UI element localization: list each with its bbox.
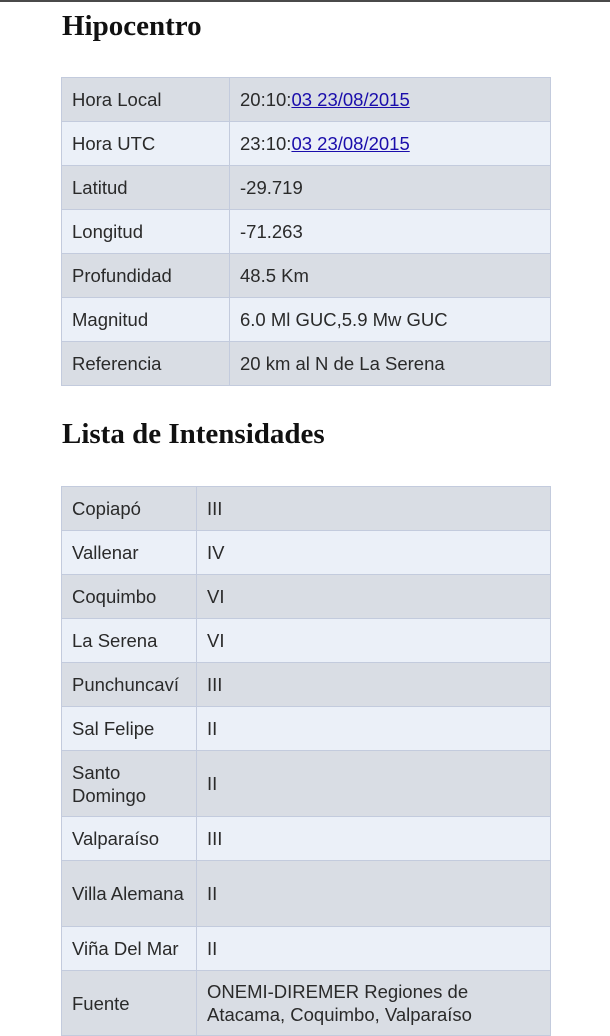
table-row [62,210,551,254]
city-label: Viña Del Mar [62,927,197,971]
table-row [62,298,551,342]
date-link-utc[interactable]: 03 23/08/2015 [291,133,410,154]
hipocentro-heading: Hipocentro [62,10,202,42]
row-label-profundidad: Profundidad [62,254,230,298]
table-row [62,342,551,386]
table-row [62,861,551,927]
intensity-value: III [197,817,551,861]
row-value-hora-local [230,78,551,122]
row-label-referencia: Referencia [62,342,230,386]
time-prefix: 23:10: [240,133,292,154]
intensity-value: II [197,927,551,971]
city-label: Copiapó [62,487,197,531]
table-row [62,927,551,971]
row-label-magnitud: Magnitud [62,298,230,342]
city-label: Santo Domingo [62,751,197,817]
time-prefix: 20:10: [240,89,292,110]
intensity-value: IV [197,531,551,575]
row-label-longitud: Longitud [62,210,230,254]
intensity-value: III [197,663,551,707]
row-value-longitud: -71.263 [230,210,551,254]
table-row [62,971,551,1036]
table-row [62,487,551,531]
city-label: Coquimbo [62,575,197,619]
intensity-value: III [197,487,551,531]
table-row [62,619,551,663]
intensity-value: VI [197,619,551,663]
top-divider [0,0,610,2]
intensity-value: II [197,861,551,927]
row-label-hora-local: Hora Local [62,78,230,122]
table-row [62,78,551,122]
city-label: Vallenar [62,531,197,575]
row-value-referencia: 20 km al N de La Serena [230,342,551,386]
city-label: Valparaíso [62,817,197,861]
row-value-latitud: -29.719 [230,166,551,210]
row-value-profundidad: 48.5 Km [230,254,551,298]
source-value: ONEMI-DIREMER Regiones de Atacama, Coquimbo, Valparaíso [197,971,551,1036]
source-label: Fuente [62,971,197,1036]
hipocentro-table [61,77,551,386]
table-row [62,575,551,619]
city-label: Punchuncaví [62,663,197,707]
table-row [62,166,551,210]
intensity-value: II [197,707,551,751]
table-row [62,817,551,861]
row-label-latitud: Latitud [62,166,230,210]
date-link-local[interactable]: 03 23/08/2015 [291,89,410,110]
city-label: La Serena [62,619,197,663]
table-row [62,663,551,707]
city-label: Villa Alemana [62,861,197,927]
intensidades-heading: Lista de Intensidades [62,418,325,450]
city-label: Sal Felipe [62,707,197,751]
table-row [62,707,551,751]
row-value-hora-utc [230,122,551,166]
table-row [62,531,551,575]
table-row [62,254,551,298]
row-label-hora-utc: Hora UTC [62,122,230,166]
table-row [62,751,551,817]
row-value-magnitud: 6.0 Ml GUC,5.9 Mw GUC [230,298,551,342]
intensity-value: II [197,751,551,817]
intensity-value: VI [197,575,551,619]
intensidades-table [61,486,551,1036]
table-row [62,122,551,166]
